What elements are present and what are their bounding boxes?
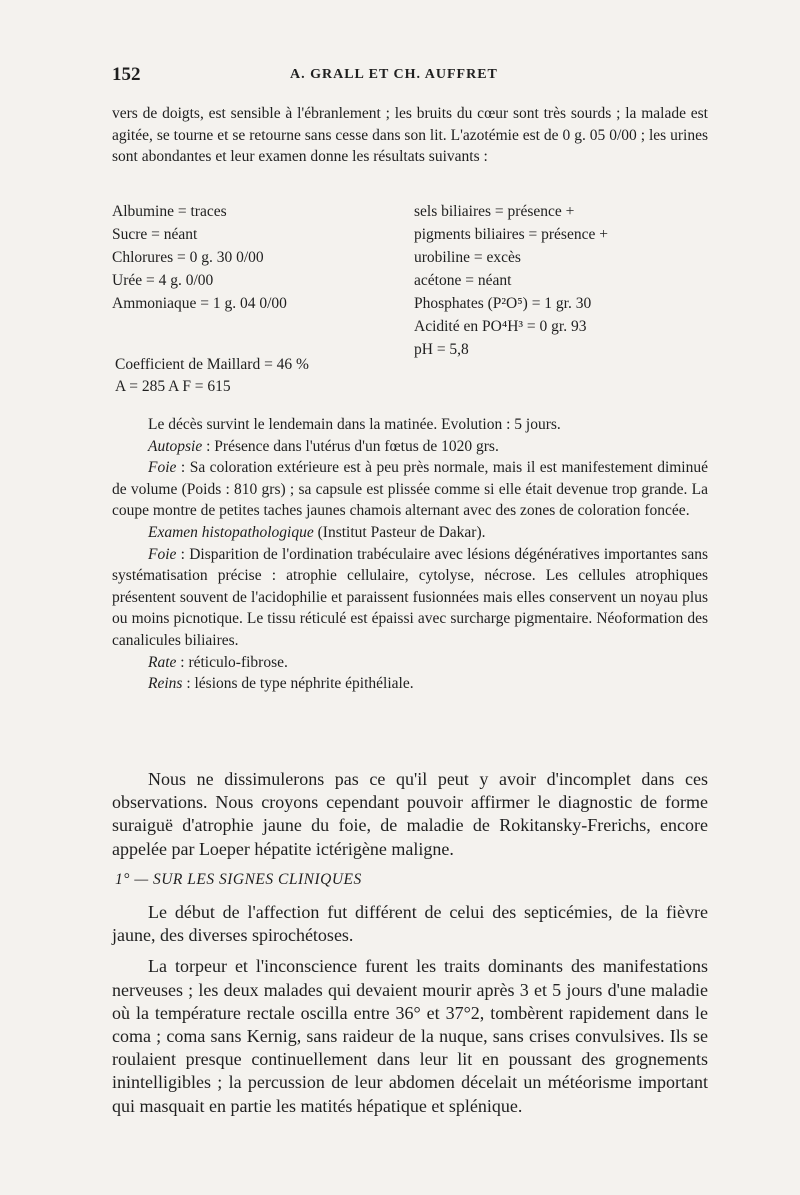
foie-histo-label: Foie [148, 545, 177, 563]
lab-result: pH = 5,8 [414, 341, 469, 358]
lab-left-column [112, 200, 392, 315]
lab-result: urobiline = excès [414, 249, 521, 266]
autopsy-block [112, 414, 708, 695]
foie-label: Foie [148, 459, 177, 477]
foie-histo-paragraph [112, 544, 708, 652]
lab-result: Chlorures = 0 g. 30 0/00 [112, 249, 264, 266]
lab-result: Urée = 4 g. 0/00 [112, 272, 214, 289]
intro-paragraph-block [112, 103, 708, 168]
page-header [112, 64, 700, 86]
lab-result: Acidité en PO⁴H³ = 0 gr. 93 [414, 318, 587, 335]
lab-right-column [414, 200, 704, 361]
foie-histo-text: : Disparition de l'ordination trabéculaire avec lésions dégénératives importantes sans systématisation précise : atrophie cellulaire, cytolyse, nécrose. Les cellules atrophiques présentent souvent de l'acidophilie et paraissent fusionnées mais elles conservent un noyau plus ou moins picnotique. Le tissu réticulé est épaissi avec surcharge pigmentaire. Néoformation des canalicules biliaires. [112, 545, 708, 649]
rate-paragraph [112, 652, 708, 674]
examen-label: Examen histopathologique [148, 523, 314, 541]
lab-result: Ammoniaque = 1 g. 04 0/00 [112, 295, 287, 312]
lab-result: Phosphates (P²O⁵) = 1 gr. 30 [414, 295, 592, 312]
coefficient-block [115, 354, 515, 398]
autopsie-label: Autopsie [148, 437, 203, 455]
coefficient-line: Coefficient de Maillard = 46 % [115, 356, 309, 373]
urine-results [112, 200, 702, 358]
deces-paragraph: Le décès survint le lendemain dans la matinée. Evolution : 5 jours. [148, 416, 561, 433]
intro-paragraph: vers de doigts, est sensible à l'ébranlement ; les bruits du cœur sont très sourds ; la malade est agitée, se tourne et se retourne sans cesse dans son lit. L'azotémie est de 0 g. 05 0/00 ; les urines sont abondantes et leur examen donne les résultats suivants : [112, 105, 708, 166]
page-number: 152 [112, 64, 141, 85]
autopsie-paragraph [112, 436, 708, 458]
lab-result: sels biliaires = présence + [414, 203, 575, 220]
section-paragraph: Le début de l'affection fut différent de celui des septicémies, de la fièvre jaune, des diverses spirochétoses. [112, 902, 708, 946]
rate-label: Rate [148, 653, 177, 671]
lab-result: pigments biliaires = présence + [414, 226, 608, 243]
running-head: A. GRALL ET CH. AUFFRET [290, 67, 498, 82]
rate-text: : réticulo-fibrose. [176, 653, 288, 671]
lab-result: acétone = néant [414, 272, 512, 289]
foie-text: : Sa coloration extérieure est à peu près normale, mais il est manifestement diminué de volume (Poids : 810 grs) ; sa capsule est plissée comme si elle était devenue trop grande. La coupe montre de petites taches jaunes chamois alternant avec des zones de coloration foncée. [112, 459, 708, 520]
reins-paragraph [112, 673, 708, 695]
conclusion-block [112, 768, 708, 861]
reins-text: : lésions de type néphrite épithéliale. [182, 675, 414, 693]
conclusion-paragraph: Nous ne dissimulerons pas ce qu'il peut y avoir d'incomplet dans ces observations. Nous croyons cependant pouvoir affirmer le diagnostic de forme suraiguë d'atrophie jaune du foie, de maladie de Rokitansky-Frerichs, encore appelée par Loeper hépatite ictérigène maligne. [112, 769, 708, 859]
autopsie-text: : Présence dans l'utérus d'un fœtus de 1020 grs. [202, 437, 499, 455]
lab-result: Sucre = néant [112, 226, 198, 243]
section-paragraph: La torpeur et l'inconscience furent les traits dominants des manifestations nerveuses ; les deux malades qui devaient mourir après 3 et 5 jours d'une maladie où la température rectale oscilla entre 36° et 37°2, tombèrent rapidement dans le coma ; coma sans Kernig, sans raideur de la nuque, sans crises convulsives. Ils se roulaient presque continuellement dans leur lit en poussant des grognements inintelligibles ; la percussion de leur abdomen décelait un météorisme important qui masquait en partie les matités hépatique et splénique. [112, 956, 708, 1116]
examen-paragraph [112, 522, 708, 544]
coefficient-line: A = 285 A F = 615 [115, 378, 231, 395]
section-body [112, 901, 708, 1118]
examen-text: (Institut Pasteur de Dakar). [313, 523, 486, 541]
lab-result: Albumine = traces [112, 203, 227, 220]
section-title: 1° — SUR LES SIGNES CLINIQUES [115, 871, 362, 888]
reins-label: Reins [148, 675, 183, 693]
foie-paragraph [112, 457, 708, 522]
